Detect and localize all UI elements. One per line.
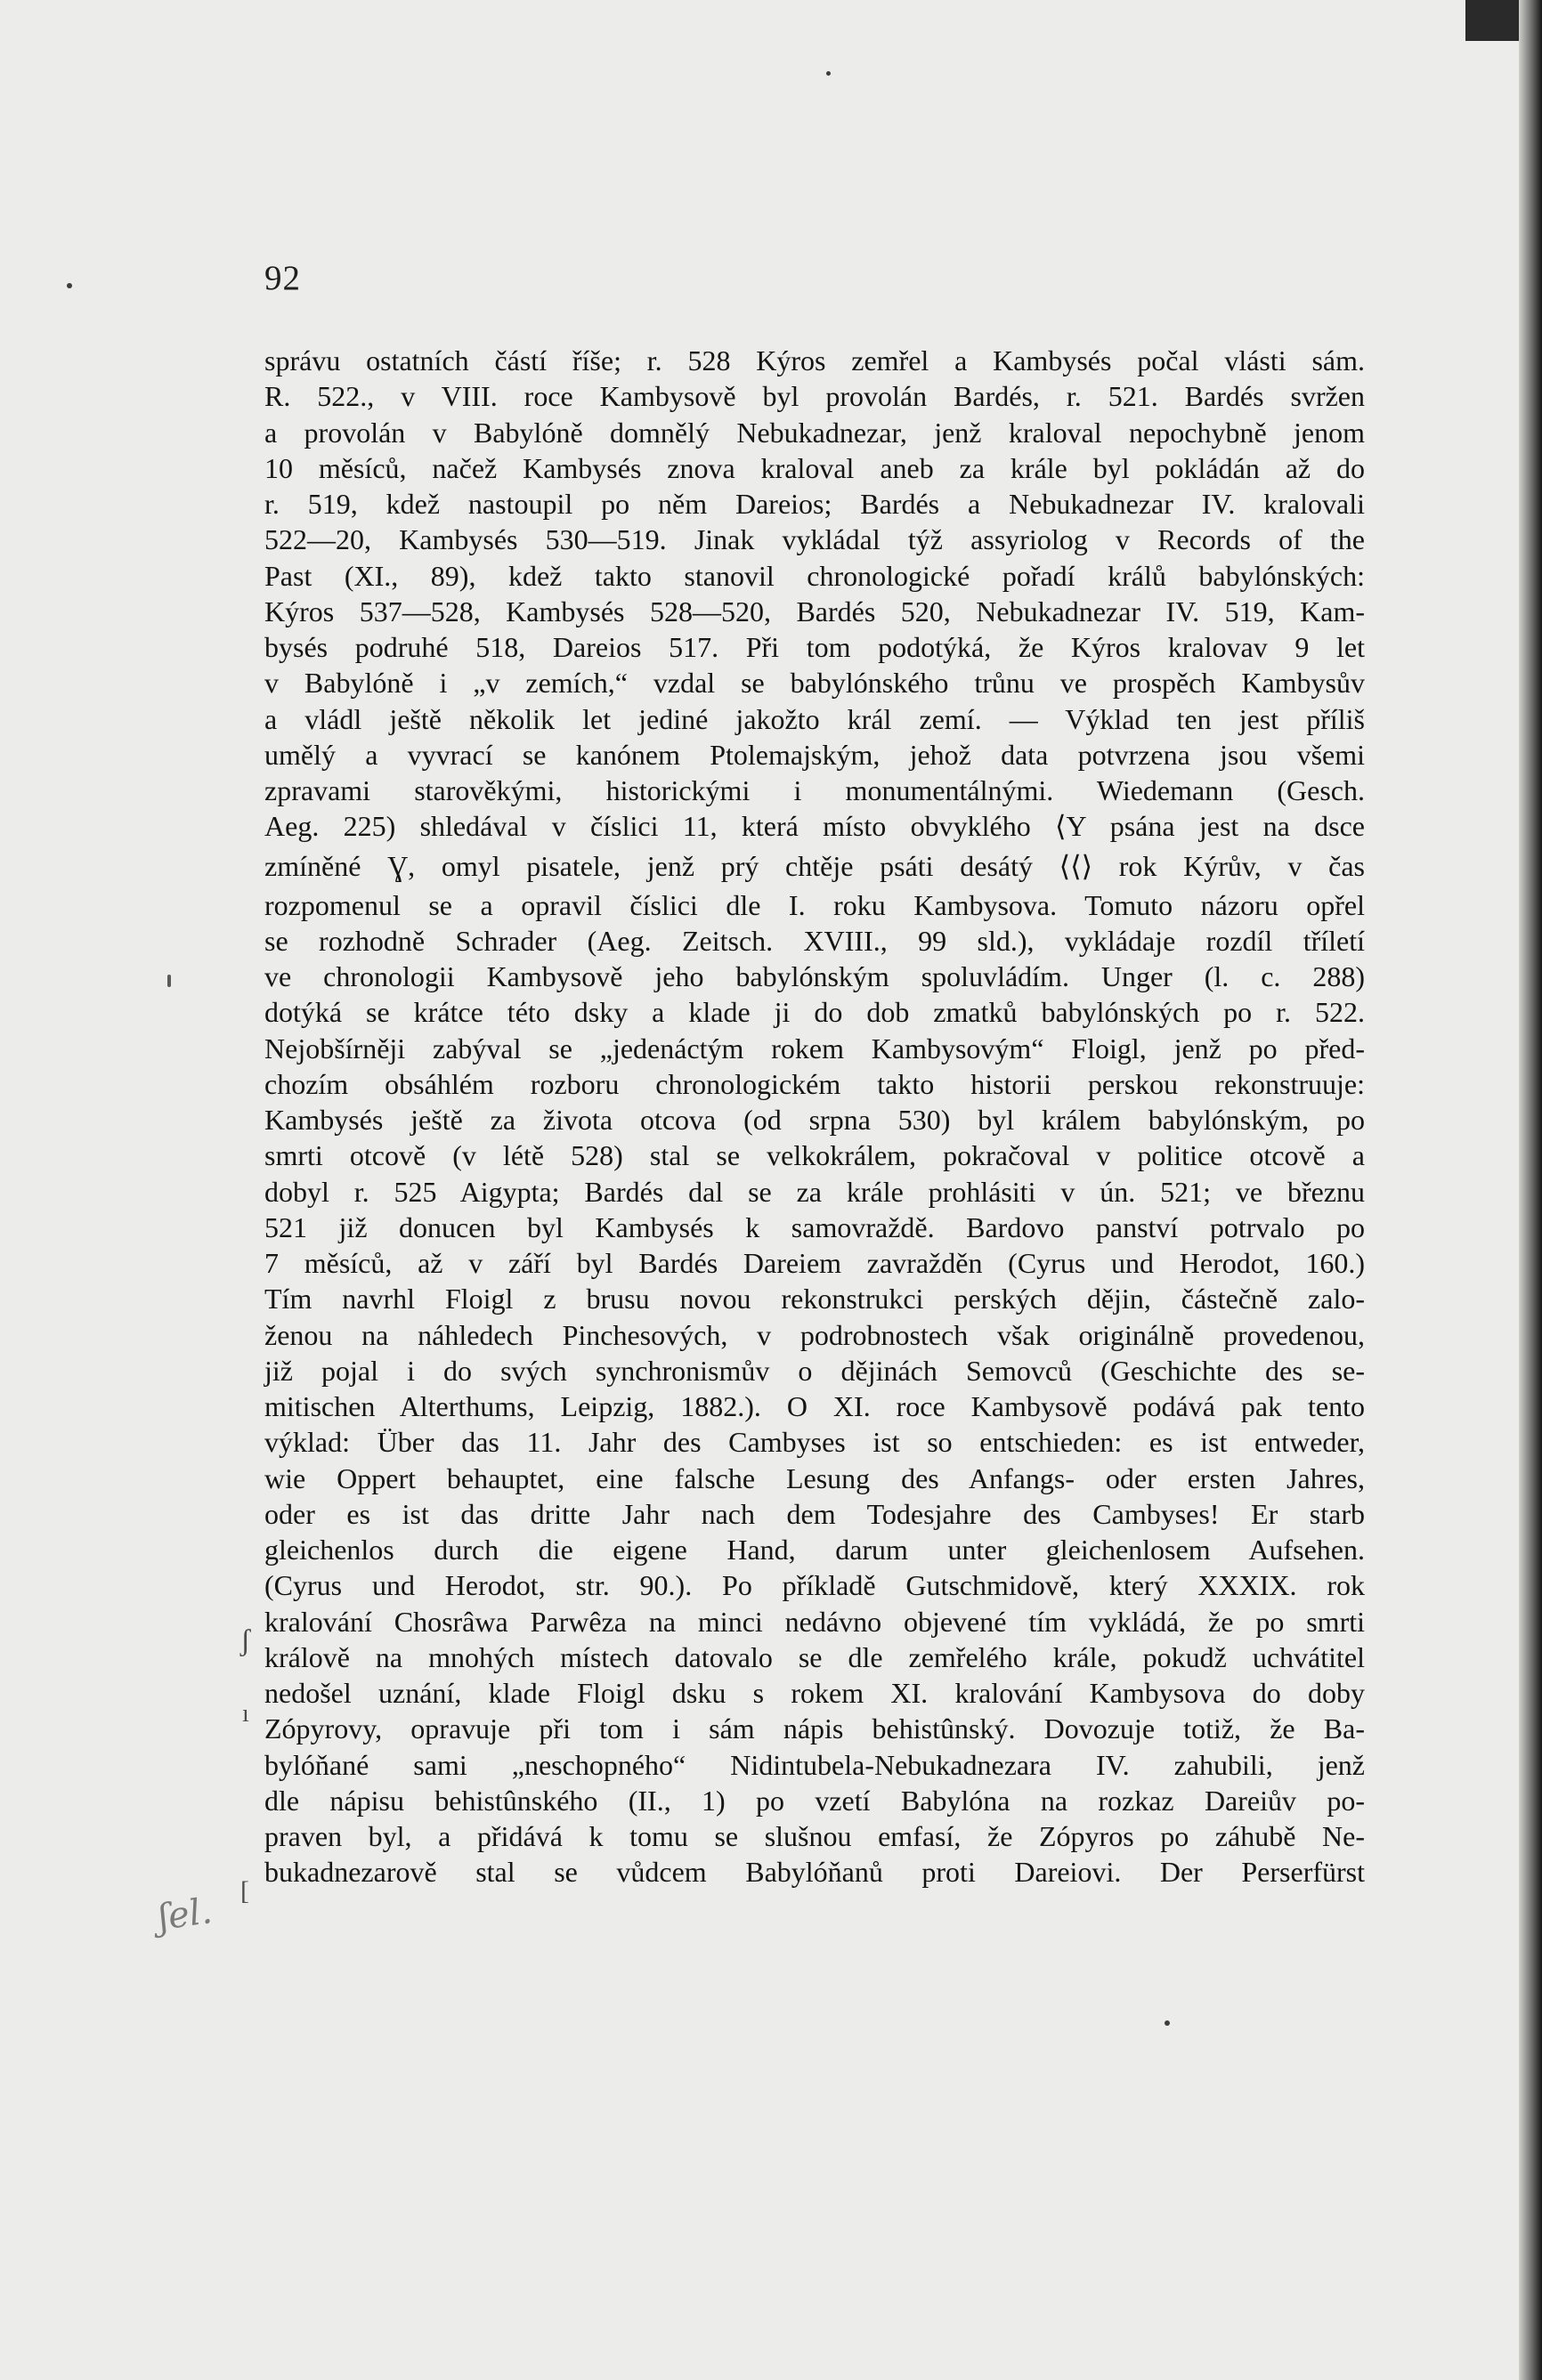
text-line: již pojal i do svých synchronismův o dějinách Semovců (Geschichte des se- (264, 1354, 1365, 1387)
text-line: se rozhodně Schrader (Aeg. Zeitsch. XVIII., 99 sld.), vykládaje rozdíl tříletí (264, 924, 1365, 957)
text-line: mitischen Alterthums, Leipzig, 1882.). O XI. roce Kambysově podává pak tento (264, 1390, 1365, 1422)
text-line: gleichenlos durch die eigene Hand, darum unter gleichenlosem Aufsehen. (264, 1534, 1365, 1566)
text-line: 7 měsíců, až v září byl Bardés Dareiem zavražděn (Cyrus und Herodot, 160.) (264, 1247, 1365, 1279)
text-line: umělý a vyvrací se kanónem Ptolemajským, jehož data potvrzena jsou všemi (264, 738, 1365, 771)
text-line: oder es ist das dritte Jahr nach dem Todesjahre des Cambyses! Er starb (264, 1497, 1365, 1530)
speck (167, 975, 171, 987)
text-line: správu ostatních částí říše; r. 528 Kýros zemřel a Kambysés počal vlásti sám. (264, 344, 1365, 376)
text-line: dotýká se krátce této dsky a klade ji do dob zmatků babylónských po r. 522. (264, 996, 1365, 1029)
speck (1165, 2020, 1170, 2026)
text-line: Kýros 537—528, Kambysés 528—520, Bardés 520, Nebukadnezar IV. 519, Kam- (264, 595, 1365, 627)
text-line: r. 519, kdež nastoupil po něm Dareios; Bardés a Nebukadnezar IV. kralovali (264, 488, 1365, 520)
speck (67, 283, 72, 288)
text-line: R. 522., v VIII. roce Kambysově byl provolán Bardés, r. 521. Bardés svržen (264, 380, 1365, 413)
text-line: (Cyrus und Herodot, str. 90.). Po příkladě Gutschmidově, který XXXIX. rok (264, 1569, 1365, 1602)
text-line: ve chronologii Kambysově jeho babylónským spoluvládím. Unger (l. c. 288) (264, 960, 1365, 992)
text-line: smrti otcově (v létě 528) stal se velkokrálem, pokračoval v politice otcově a (264, 1139, 1365, 1172)
text-line: 521 již donucen byl Kambysés k samovraždě. Bardovo panství potrvalo po (264, 1210, 1365, 1243)
text-line: zpravami starověkými, historickými i monumentálnými. Wiedemann (Gesch. (264, 774, 1365, 806)
text-line: a vládl ještě několik let jediné jakožto král zemí. — Výklad ten jest příliš (264, 702, 1365, 735)
scan-edge-shadow (1519, 0, 1542, 2380)
text-line: 10 měsíců, načež Kambysés znova kraloval aneb za krále byl pokládán až do (264, 451, 1365, 484)
text-line: 522—20, Kambysés 530—519. Jinak vykládal týž assyriolog v Records of the (264, 523, 1365, 556)
text-line: Zópyrovy, opravuje při tom i sám nápis behistûnský. Dovozuje totiž, že Ba- (264, 1712, 1365, 1745)
text-line: v Babylóně i „v zemích,“ vzdal se babylónského trůnu ve prospěch Kambysův (264, 667, 1365, 700)
margin-mark: ı (242, 1700, 249, 1728)
text-line: wie Oppert behauptet, eine falsche Lesung des Anfangs- oder ersten Jahres, (264, 1461, 1365, 1494)
text-line: kralování Chosrâwa Parwêza na minci nedávno objevené tím vykládá, že po smrti (264, 1605, 1365, 1638)
body-text (264, 343, 1365, 1890)
text-line: dobyl r. 525 Aigypta; Bardés dal se za krále prohlásiti v ún. 521; ve březnu (264, 1175, 1365, 1208)
text-line: a provolán v Babylóně domnělý Nebukadnezar, jenž kraloval nepochybně jenom (264, 416, 1365, 449)
text-line: praven byl, a přidává k tomu se slušnou emfasí, že Zópyros po záhubě Ne- (264, 1820, 1365, 1852)
text-line: Tím navrhl Floigl z brusu novou rekonstrukci perských dějin, částečně zalo- (264, 1283, 1365, 1315)
text-line: bukadnezarově stal se vůdcem Babylóňanů proti Dareiovi. Der Perserfürst (264, 1856, 1365, 1889)
text-line: králově na mnohých místech datovalo se dle zemřelého krále, pokudž uchvátitel (264, 1640, 1365, 1673)
text-line: chozím obsáhlém rozboru chronologickém takto historii perskou rekonstruuje: (264, 1067, 1365, 1100)
margin-mark: [ (240, 1876, 249, 1906)
text-line: bysés podruhé 518, Dareios 517. Při tom podotýká, že Kýros kralovav 9 let (264, 631, 1365, 663)
text-line: ženou na náhledech Pinchesových, v podrobnostech však originálně provedenou, (264, 1318, 1365, 1351)
text-line: Past (XI., 89), kdež takto stanovil chronologické pořadí králů babylónských: (264, 559, 1365, 592)
text-line: Kambysés ještě za života otcova (od srpna 530) byl králem babylónským, po (264, 1104, 1365, 1136)
scan-corner-shadow (1465, 0, 1519, 41)
margin-pencil-note: ʃel. (156, 1890, 215, 1939)
text-line: nedošel uznání, klade Floigl dsku s rokem XI. kralování Kambysova do doby (264, 1677, 1365, 1709)
text-line: Aeg. 225) shledával v číslici 11, která místo obvyklého ⟨Y psána jest na dsce (264, 810, 1365, 843)
page-number: 92 (264, 259, 301, 297)
text-line: zmíněné Ɣ, omyl pisatele, jenž prý chtěje psáti desátý ⟨⟨⟩ rok Kýrův, v čas (264, 849, 1365, 882)
text-line: výklad: Über das 11. Jahr des Cambyses ist so entschieden: es ist entweder, (264, 1426, 1365, 1459)
margin-mark: ʃ (240, 1624, 251, 1657)
text-line: rozpomenul se a opravil číslici dle I. roku Kambysova. Tomuto názoru opřel (264, 888, 1365, 921)
speck (826, 71, 831, 76)
text-line: dle nápisu behistûnského (II., 1) po vzetí Babylóna na rozkaz Dareiův po- (264, 1784, 1365, 1817)
text-line: bylóňané sami „neschopného“ Nidintubela-Nebukadnezara IV. zahubili, jenž (264, 1748, 1365, 1781)
text-line: Nejobšírněji zabýval se „jedenáctým rokem Kambysovým“ Floigl, jenž po před- (264, 1032, 1365, 1065)
